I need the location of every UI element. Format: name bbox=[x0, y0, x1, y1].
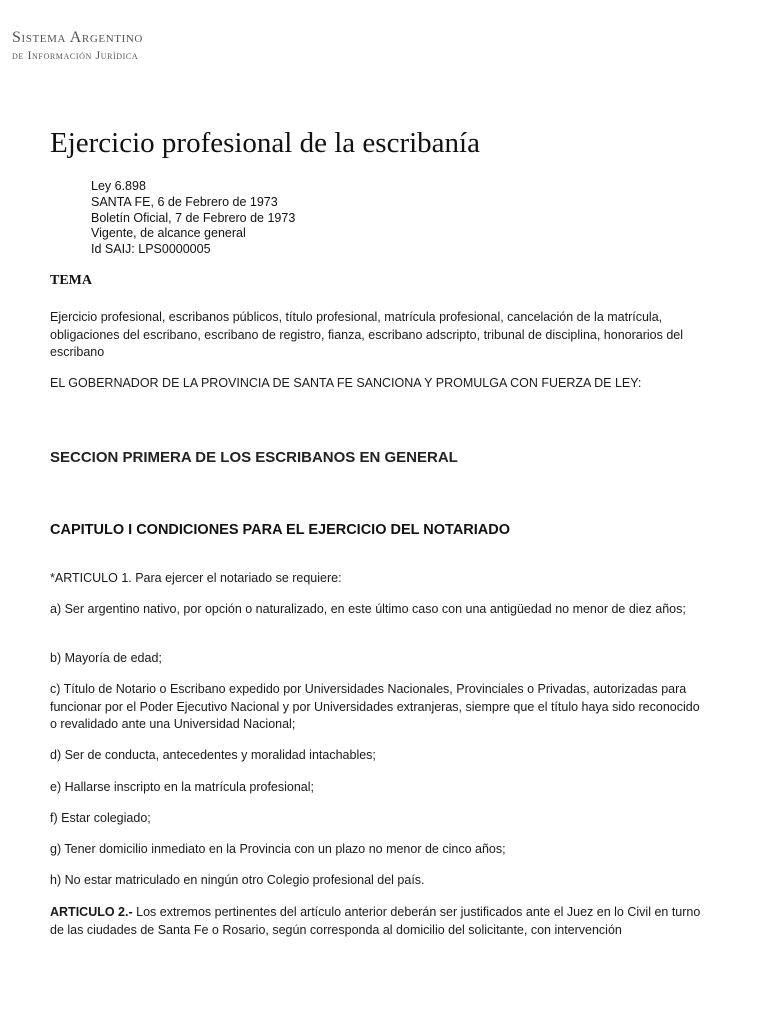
law-bulletin: Boletín Oficial, 7 de Febrero de 1973 bbox=[91, 210, 296, 225]
logo-line-1: Sistema Argentino bbox=[12, 29, 143, 46]
article-1-item-f: f) Estar colegiado; bbox=[50, 811, 151, 825]
article-1-item-e: e) Hallarse inscripto en la matrícula profesional; bbox=[50, 780, 315, 794]
article-1-item-a: a) Ser argentino nativo, por opción o naturalizado, en este último caso con una antigüedad no menor de diez años; bbox=[50, 602, 686, 616]
article-1-item-d: d) Ser de conducta, antecedentes y moralidad intachables; bbox=[50, 748, 376, 762]
article-1-item-b: b) Mayoría de edad; bbox=[50, 651, 162, 665]
tema-text: Ejercicio profesional, escribanos públicos, título profesional, matrícula profesional, cancelación de la matrícula, obligaciones del escribano, escribano de registro, fianza, escribano adscripto, tribunal de disciplina, honorarios del escribano bbox=[50, 310, 684, 359]
section-heading: SECCION PRIMERA DE LOS ESCRIBANOS EN GENERAL bbox=[50, 449, 458, 466]
preamble: EL GOBERNADOR DE LA PROVINCIA DE SANTA FE SANCIONA Y PROMULGA CON FUERZA DE LEY: bbox=[50, 376, 642, 390]
law-status: Vigente, de alcance general bbox=[91, 226, 246, 241]
logo-line-2: de Información Jurídica bbox=[12, 48, 139, 62]
law-number: Ley 6.898 bbox=[91, 179, 146, 193]
article-2-text: Los extremos pertinentes del artículo anterior deberán ser justificados ante el Juez en lo Civil en turno de las ciudades de Santa Fe o Rosario, según corresponda al domicilio del solicitante, con intervención bbox=[50, 905, 701, 937]
tema-heading: TEMA bbox=[50, 273, 92, 288]
chapter-heading: CAPITULO I CONDICIONES PARA EL EJERCICIO DEL NOTARIADO bbox=[50, 522, 511, 538]
law-metadata bbox=[91, 179, 295, 258]
article-1-item-c: c) Título de Notario o Escribano expedido por Universidades Nacionales, Provinciales o Privadas, autorizadas para funcionar por el Poder Ejecutivo Nacional y por Universidades extranjeras, siempre que el título haya sido reconocido o revalidado ante una Universidad Nacional; bbox=[50, 682, 700, 731]
law-place-date: SANTA FE, 6 de Febrero de 1973 bbox=[91, 194, 278, 209]
article-1-item-g: g) Tener domicilio inmediato en la Provincia con un plazo no menor de cinco años; bbox=[50, 842, 506, 856]
article-1-intro: *ARTICULO 1. Para ejercer el notariado se requiere: bbox=[50, 571, 342, 585]
article-2 bbox=[50, 904, 710, 939]
document-title: Ejercicio profesional de la escribanía bbox=[50, 127, 480, 159]
saij-logo bbox=[12, 29, 143, 62]
article-2-label: ARTICULO 2.- bbox=[50, 905, 133, 919]
article-1-item-h: h) No estar matriculado en ningún otro Colegio profesional del país. bbox=[50, 873, 425, 887]
law-id: Id SAIJ: LPS0000005 bbox=[91, 242, 211, 257]
